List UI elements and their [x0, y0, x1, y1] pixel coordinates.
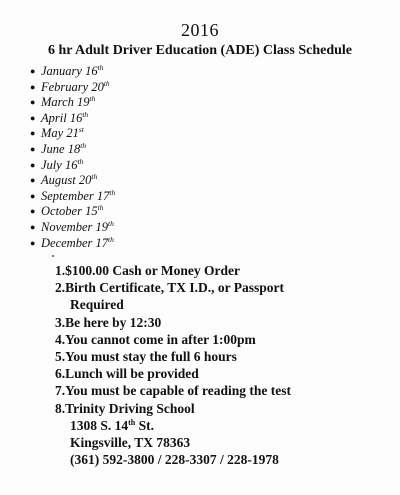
requirement-item: 7.You must be capable of reading the test: [55, 383, 291, 399]
scan-speck: [52, 255, 54, 257]
document-year: 2016: [181, 20, 219, 40]
requirement-item: 6.Lunch will be provided: [55, 366, 199, 382]
class-date: ● December 17th: [30, 234, 114, 250]
bullet-icon: ●: [30, 175, 36, 186]
document-title: 6 hr Adult Driver Education (ADE) Class Schedule: [47, 43, 352, 58]
class-date: ● June 18th: [30, 140, 87, 156]
bullet-icon: ●: [30, 221, 36, 232]
class-date: ● April 16th: [30, 109, 89, 125]
class-date: ● October 15th: [30, 203, 104, 219]
bullet-icon: ●: [30, 112, 36, 123]
class-date: ● November 19th: [30, 218, 114, 234]
class-date: ● March 19th: [30, 94, 96, 110]
bullet-icon: ●: [30, 128, 36, 139]
class-date: ● July 16th: [30, 156, 84, 172]
class-date: ● January 16th: [30, 63, 104, 78]
requirement-item: 2.Birth Certificate, TX I.D., or Passport Required: [55, 279, 291, 313]
bullet-icon: ●: [30, 190, 36, 201]
class-date-list: [30, 64, 115, 251]
bullet-icon: ●: [30, 237, 36, 248]
requirement-item: 8.Trinity Driving School: [55, 400, 195, 416]
requirement-item: 3.Be here by 12:30: [55, 314, 162, 330]
class-date: ● May 21st: [30, 125, 84, 141]
class-date: ● August 20th: [30, 172, 98, 188]
bullet-icon: ●: [30, 97, 36, 108]
address-city: Kingsville, TX 78363: [70, 435, 191, 451]
requirement-item: 1.$100.00 Cash or Money Order: [55, 263, 240, 278]
requirement-continuation: Required: [70, 297, 124, 313]
phone-numbers: (361) 592-3800 / 228-3307 / 228-1978: [70, 452, 279, 468]
requirement-item: 5.You must stay the full 6 hours: [55, 349, 237, 365]
bullet-icon: ●: [30, 143, 36, 154]
address-street: 1308 S. 14th St.: [70, 417, 155, 433]
bullet-icon: ●: [30, 81, 36, 92]
requirements-list: [55, 262, 291, 468]
class-date: ● February 20th: [30, 78, 110, 94]
requirement-item: 4.You cannot come in after 1:00pm: [55, 331, 256, 347]
bullet-icon: ●: [30, 159, 36, 170]
bullet-icon: ●: [30, 66, 36, 76]
bullet-icon: ●: [30, 206, 36, 217]
class-date: ● September 17th: [30, 187, 116, 203]
